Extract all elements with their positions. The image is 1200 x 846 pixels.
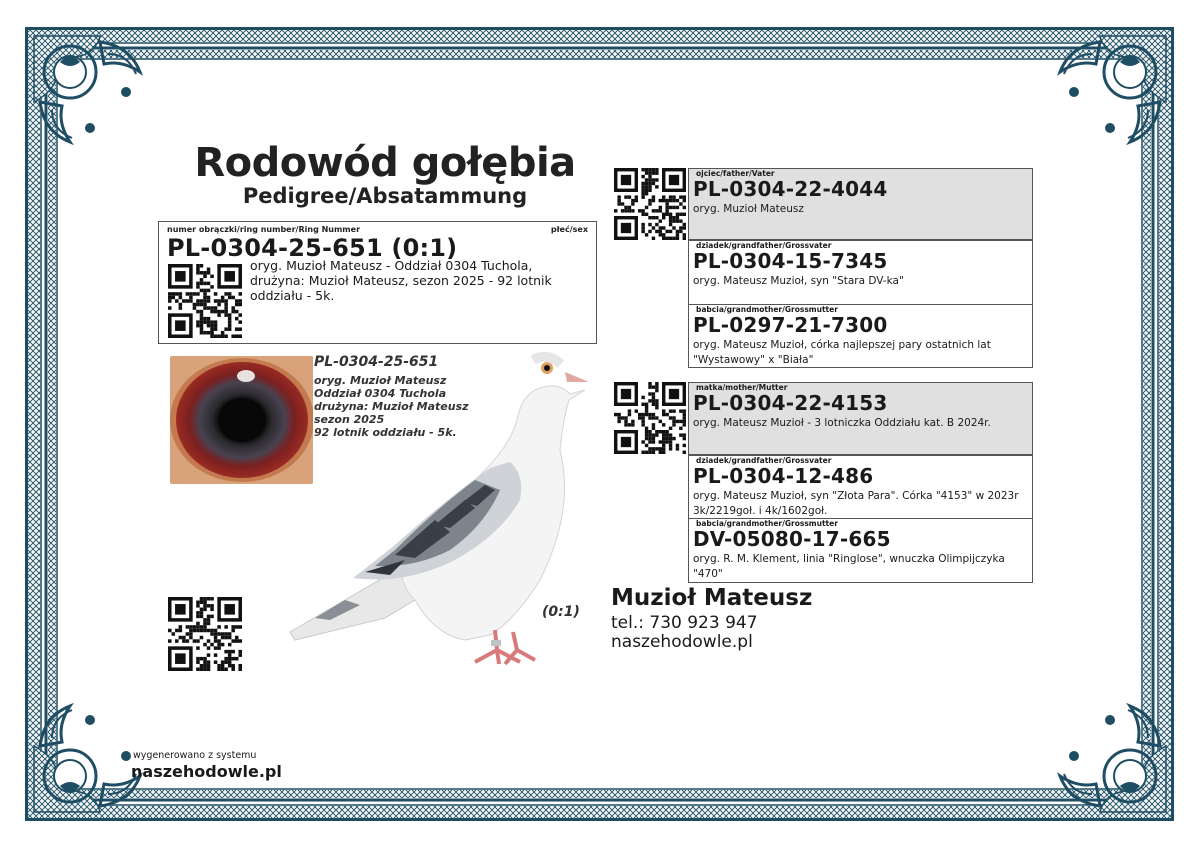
maternal-grandfather-description: oryg. Mateusz Muzioł, syn "Złota Para". Córka "4153" w 2023r 3k/2219goł. i 4k/1602goł.	[693, 490, 1019, 517]
corner-ornament-icon	[1060, 706, 1166, 812]
page-title: Rodowód gołębia	[194, 140, 576, 186]
corner-ornament-icon	[1060, 36, 1166, 142]
father-description: oryg. Muzioł Mateusz	[693, 203, 804, 215]
corner-ornament-icon	[34, 706, 140, 812]
qr-code-icon	[614, 168, 686, 240]
page-subtitle: Pedigree/Absatammung	[242, 184, 528, 208]
paternal-grandfather-label: dziadek/grandfather/Grossvater	[696, 241, 832, 250]
maternal-grandmother-ring: DV-05080-17-665	[693, 527, 891, 551]
owner-phone: tel.: 730 923 947	[611, 613, 758, 633]
ring-number: PL-0304-25-651 (0:1)	[167, 234, 458, 262]
owner-website: naszehodowle.pl	[611, 632, 753, 652]
maternal-grandmother-label: babcia/grandmother/Grossmutter	[696, 519, 838, 528]
paternal-grandmother-description: oryg. Mateusz Muzioł, córka najlepszej pary ostatnich lat "Wystawowy" x "Biała"	[693, 339, 991, 366]
maternal-grandfather-ring: PL-0304-12-486	[693, 464, 874, 488]
mother-description: oryg. Mateusz Muzioł - 3 lotniczka Oddziału kat. B 2024r.	[693, 417, 991, 429]
mother-label: matka/mother/Mutter	[696, 383, 788, 392]
qr-code-icon	[614, 382, 686, 454]
mother-ring: PL-0304-22-4153	[693, 391, 888, 415]
father-ring: PL-0304-22-4044	[693, 177, 888, 201]
ring-number-label: numer obrączki/ring number/Ring Nummer	[167, 225, 361, 234]
photo-ring-number: PL-0304-25-651	[314, 354, 439, 370]
paternal-grandmother-ring: PL-0297-21-7300	[693, 313, 888, 337]
system-name: naszehodowle.pl	[131, 762, 282, 781]
father-cell	[688, 168, 1033, 240]
pigeon-photo	[285, 350, 595, 670]
paternal-grandfather-ring: PL-0304-15-7345	[693, 249, 888, 273]
ring-number-box	[158, 221, 597, 344]
qr-code-icon	[168, 597, 242, 671]
owner-name: Muzioł Mateusz	[611, 585, 813, 611]
photo-description: oryg. Muzioł Mateusz Oddział 0304 Tuchola drużyna: Muzioł Mateusz sezon 2025 92 lotnik oddziału - 5k.	[314, 374, 469, 439]
paternal-grandmother-cell	[688, 304, 1033, 368]
paternal-grandfather-description: oryg. Mateusz Muzioł, syn "Stara DV-ka"	[693, 275, 904, 287]
sex-mark: (0:1)	[542, 604, 580, 620]
bird-description: oryg. Muzioł Mateusz - Oddział 0304 Tuchola, drużyna: Muzioł Mateusz, sezon 2025 - 92 lotnik oddziału - 5k.	[250, 258, 552, 303]
mother-cell	[688, 382, 1033, 455]
generated-label: wygenerowano z systemu	[133, 750, 257, 761]
maternal-grandmother-description: oryg. R. M. Klement, linia "Ringlose", wnuczka Olimpijczyka "470"	[693, 553, 1005, 580]
paternal-grandmother-label: babcia/grandmother/Grossmutter	[696, 305, 838, 314]
qr-code-icon	[168, 264, 242, 338]
paternal-grandfather-cell	[688, 240, 1033, 305]
maternal-grandmother-cell	[688, 518, 1033, 583]
father-label: ojciec/father/Vater	[696, 169, 775, 178]
sex-label: płeć/sex	[550, 225, 588, 234]
maternal-grandfather-label: dziadek/grandfather/Grossvater	[696, 456, 832, 465]
corner-ornament-icon	[34, 36, 140, 142]
maternal-grandfather-cell	[688, 455, 1033, 519]
